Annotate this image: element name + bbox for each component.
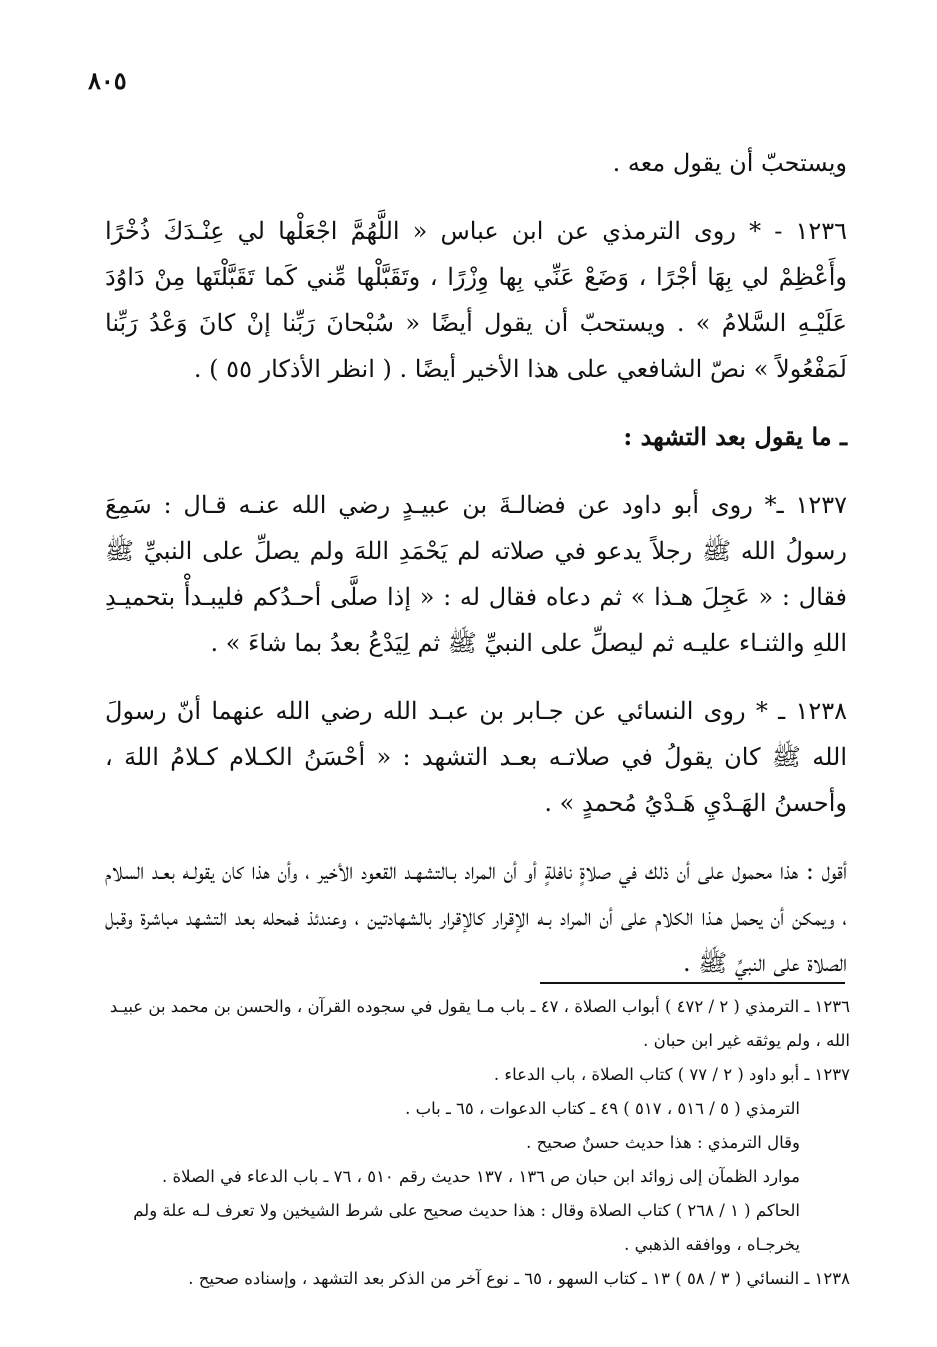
- footnote-hakim: الحاكم ( ١ / ٢٦٨ ) كتاب الصلاة وقال : هذا حديث صحيح على شرط الشيخين ولا تعرف لـه علة ولم يخرجـاه ، ووافقه الذهبي .: [133, 1201, 800, 1254]
- footnote-mawarid: موارد الظمآن إلى زوائد ابن حبان ص ١٣٦ ، ١٣٧ حديث رقم ٥١٠ ، ٧٦ ـ باب الدعاء في الصلاة .: [161, 1167, 800, 1186]
- commentary-paragraph: أقول : هذا محمول على أن ذلك في صلاةٍ نافلةٍ أو أن المراد بـالتشهـد القعود الأخير ، وأن هذا كان يقولـه بعـد السلام ، ويمكن أن يحمل هـذا الكلام على أن المراد بـه الإقرار كالإقرار بالشهادتين ، وعندئذ فمحله بعد التشهد مباشرة وقبل الصلاة على النبيِّ ﷺ .: [105, 857, 847, 977]
- hadith-1238: ١٢٣٨ ـ * روى النسائي عن جـابر بن عبـد الله رضي الله عنهما أنّ رسولَ الله ﷺ كان يقولُ في صلاتـه بعـد التشهد : « أحْسَنُ الكـلام كـلامُ اللهَ ، وأحسنُ الهَـدْيِ هَـدْيُ مُحمدٍ » .: [105, 697, 847, 817]
- footnote-tirmidhi-grade: وقال الترمذي : هذا حديث حسنٌ صحيح .: [526, 1133, 800, 1152]
- footnote-1237: ١٢٣٧ ـ أبو داود ( ٢ / ٧٧ ) كتاب الصلاة ، باب الدعاء .: [493, 1065, 850, 1084]
- footnote-1238: ١٢٣٨ ـ النسائي ( ٣ / ٥٨ ) ١٣ ـ كتاب السهو ، ٦٥ ـ نوع آخر من الذكر بعد التشهد ، وإسناده صحيح .: [188, 1269, 850, 1288]
- section-heading: ـ ما يقول بعد التشهد :: [623, 422, 847, 451]
- paragraph-intro: ويستحبّ أن يقول معه .: [612, 149, 847, 177]
- footnote-tirmidhi: الترمذي ( ٥ / ٥١٦ ، ٥١٧ ) ٤٩ ـ كتاب الدعوات ، ٦٥ ـ باب .: [405, 1099, 800, 1118]
- main-text: [105, 140, 847, 1008]
- footnotes: [105, 990, 850, 1296]
- hadith-1237: ١٢٣٧ ـ* روى أبو داود عن فضالـةَ بن عبيـدٍ رضي الله عنـه قـال : سَمِعَ رسولُ الله ﷺ رجلاً يدعو في صلاته لم يَحْمَدِ اللهَ ولم يصلِّ على النبيِّ ﷺ فقال : « عَجِلَ هـذا » ثم دعاه فقال له : « إذا صلَّى أحـدُكم فليبـدأْ بتحميـدِ اللهِ والثنـاء عليـه ثم ليصلِّ على النبيِّ ﷺ ثم لِيَدْعُ بعدُ بما شاءَ » .: [105, 491, 847, 657]
- footnote-1236: ١٢٣٦ ـ الترمذي ( ٢ / ٤٧٢ ) أبواب الصلاة ، ٤٧ ـ باب مـا يقول في سجوده القرآن ، والحسن بن محمد بن عبيـد الله ، ولم يوثقه غير ابن حبان .: [109, 997, 850, 1050]
- hadith-1236: ١٢٣٦ - * روى الترمذي عن ابن عباس « اللَّهُمَّ اجْعَلْها لي عِنْـدَكَ ذُخْرًا وأَعْظِمْ لي بِهَا أجْرًا ، وَضَعْ عَنِّي بِها وِزْرًا ، وتَقَبَّلْها مِّني كَما تَقَبَّلْتَها مِنْ دَاوُدَ عَلَيْـهِ السَّلامُ » . ويستحبّ أن يقول أيضًا « سُبْحانَ رَبِّنا إنْ كانَ وَعْدُ رَبِّنا لَمَفْعُولاً » نصّ الشافعي على هذا الأخير أيضًا . ( انظر الأذكار ٥٥ ) .: [105, 217, 847, 383]
- footnote-divider: [540, 982, 845, 984]
- page-number: ٨٠٥: [88, 66, 127, 95]
